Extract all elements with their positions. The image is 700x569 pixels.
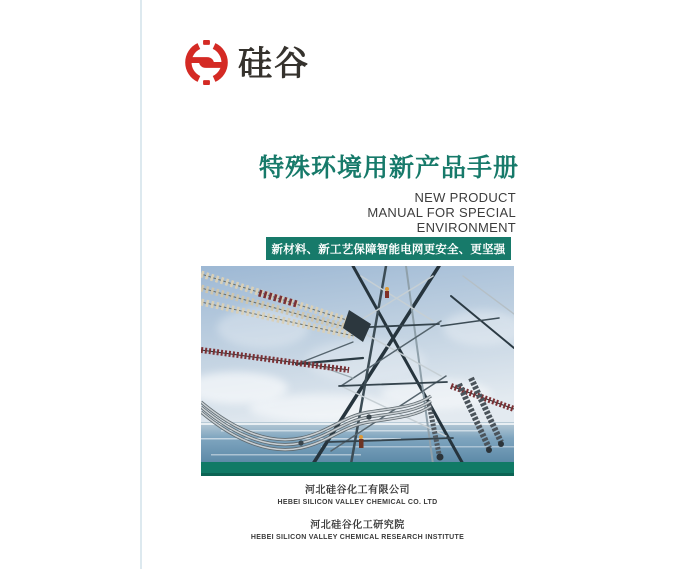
publisher-block: [201, 481, 514, 551]
silicon-valley-logo-icon: [183, 39, 230, 86]
cover-photo-transmission-tower: [201, 266, 514, 476]
transmission-tower-scene: [201, 266, 514, 476]
cover-title-english: [367, 190, 516, 235]
page-fold-line: [140, 0, 142, 569]
institute-name-english: HEBEI SILICON VALLEY CHEMICAL RESEARCH INSTITUTE: [250, 534, 465, 541]
company-name-chinese: 河北硅谷化工有限公司: [305, 485, 410, 496]
company-name-english: HEBEI SILICON VALLEY CHEMICAL CO. LTD: [277, 499, 438, 506]
company-logo: [183, 39, 310, 86]
title-en-line-1: NEW PRODUCT: [414, 190, 516, 205]
logo-wordmark: 硅谷: [238, 45, 310, 83]
institute-name-chinese: 河北硅谷化工研究院: [310, 520, 405, 531]
photo-green-band: [201, 462, 514, 476]
cover-title-chinese: 特殊环境用新产品手册: [258, 154, 519, 182]
tagline-banner: 新材料、新工艺保障智能电网更安全、更坚强: [266, 237, 511, 260]
title-en-line-3: ENVIRONMENT: [416, 220, 516, 235]
title-en-line-2: MANUAL FOR SPECIAL: [367, 205, 516, 220]
